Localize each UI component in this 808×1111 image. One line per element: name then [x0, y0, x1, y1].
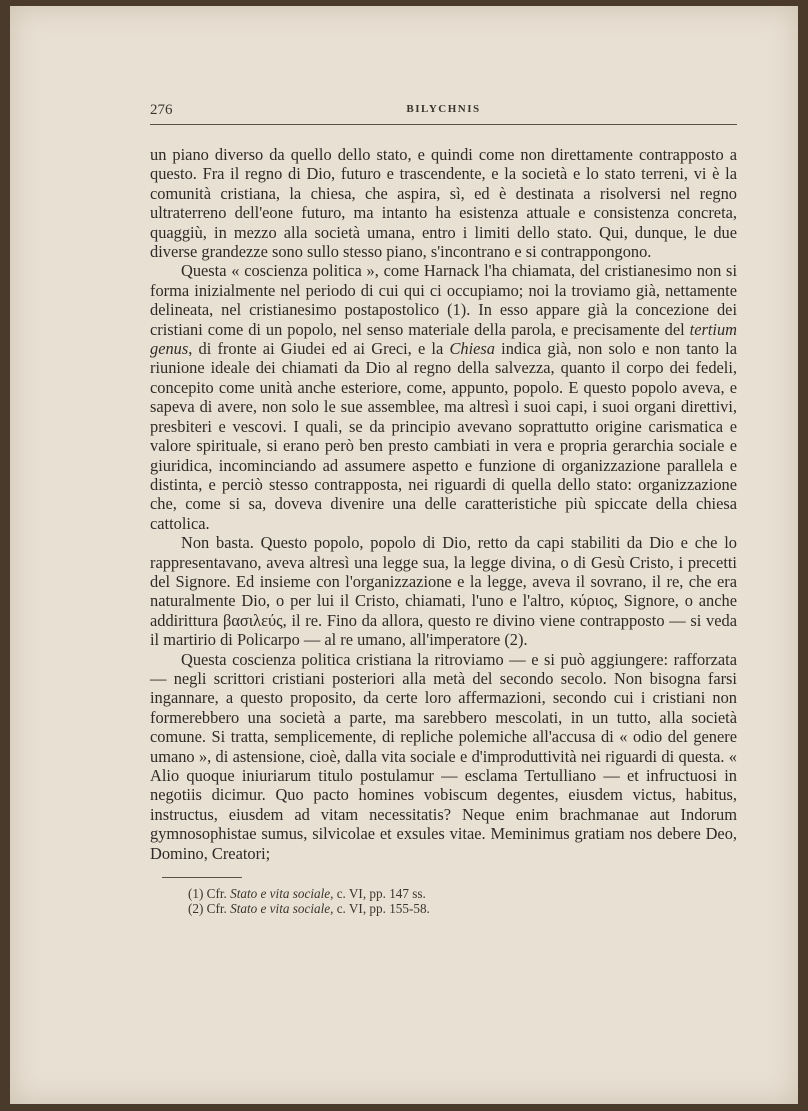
footnote-rule	[162, 877, 242, 878]
italic-tertium-genus: tertium genus	[150, 319, 737, 359]
paragraph-2-part-b: , di fronte ai Giudei ed ai Greci, e la	[188, 339, 450, 359]
paragraph-3: Non basta. Questo popolo, popolo di Dio, retto da capi stabiliti da Dio e che lo rappresentavano, aveva altresì una legge sua, la legge divina, o di Gesù Cristo, i precetti del Signore. Ed insieme con l'organizzazione e la legge, aveva il sovrano, il re, che era naturalmente Dio, o per lui il Cristo, chiamati, l'uno e l'altro, κύριος, Signore, o anche addirittura βασιλεύς, il re. Fino da allora, questo re divino viene contrapposto — si veda il martirio di Policarpo — al re umano, all'imperatore (2).	[150, 533, 737, 650]
page-header	[150, 98, 737, 122]
page-number: 276	[150, 102, 173, 118]
running-head: BILYCHNIS	[406, 103, 481, 115]
body-text	[150, 145, 737, 863]
footnote-2-prefix: (2) Cfr.	[188, 901, 231, 916]
footnote-1-ref: , c. VI, pp. 147 ss.	[330, 886, 426, 901]
footnote-2-ref: , c. VI, pp. 155-58.	[330, 901, 430, 916]
header-rule	[150, 124, 737, 125]
footnote-1	[188, 886, 688, 901]
paragraph-2	[150, 261, 737, 533]
italic-chiesa: Chiesa	[449, 339, 495, 359]
paragraph-2-part-c: indica già, non solo e non tanto la riunione ideale dei chiamati da Dio al regno della salvezza, quanto il corpo dei fedeli, concepito come unità anche esteriore, come, appunto, popolo. E questo popolo aveva, e sapeva di avere, non solo le sue assemblee, ma altresì i suoi capi, i suoi organi direttivi, presbiteri e vescovi. I quali, se da principio avevano soprattutto origine carismatica e valore spirituale, si erano però ben presto cambiati in vera e propria gerarchia sociale e giuridica, incominciando ad assumere aspetto e funzione di organizzazione parallela e distinta, e perciò stesso contrapposta, nei riguardi di quella dello stato: organizzazione che, come si sa, doveva divenire una delle caratteristiche più spiccate della chiesa cattolica.	[150, 339, 737, 533]
footnotes	[188, 886, 688, 916]
footnote-1-title: Stato e vita sociale	[230, 886, 331, 901]
footnote-1-prefix: (1) Cfr.	[188, 886, 231, 901]
footnote-2-title: Stato e vita sociale	[230, 901, 331, 916]
paragraph-4: Questa coscienza politica cristiana la ritroviamo — e si può aggiungere: rafforzata — negli scrittori cristiani posteriori alla metà del secondo secolo. Non bisogna farsi ingannare, a questo proposito, da certe loro affermazioni, secondo cui i cristiani non formerebbero una società a parte, ma sarebbero mescolati, in un tutto, alla società comune. Si tratta, semplicemente, di repliche polemiche all'accusa di « odio del genere umano », di astensione, cioè, dalla vita sociale e d'improduttività nei riguardi di questa. « Alio quoque iniuriarum titulo postulamur — esclama Tertulliano — et infructuosi in negotiis dicimur. Quo pacto homines vobiscum degentes, eiusdem victus, habitus, instructus, eiusdem ad vitam necessitatis? Neque enim brachmanae aut Indorum gymnosophistae sumus, silvicolae et exsules vitae. Meminimus gratiam nos debere Deo, Domino, Creatori;	[150, 649, 737, 863]
paragraph-1: un piano diverso da quello dello stato, e quindi come non direttamente contrapposto a questo. Fra il regno di Dio, futuro e trascendente, e la società e lo stato terreni, vi è la comunità cristiana, la chiesa, che aspira, sì, ed è destinata a risolversi nel regno ultraterreno dell'eone futuro, ma intanto ha esistenza attuale e consistenza concreta, quaggiù, in mezzo alla società umana, entro i limiti dello stato. Qui, dunque, le due diverse grandezze sono sullo stesso piano, s'incontrano e si contrappongono.	[150, 145, 737, 262]
paragraph-2-part-a: Questa « coscienza politica », come Harnack l'ha chiamata, del cristianesimo non si forma inizialmente nel periodo di cui qui ci occupiamo; noi la troviamo già, nettamente delineata, nel cristianesimo postapostolico (1). In esso appare già la concezione dei cristiani come di un popolo, nel senso materiale della parola, e precisamente del	[150, 261, 737, 339]
footnote-2	[188, 901, 688, 916]
